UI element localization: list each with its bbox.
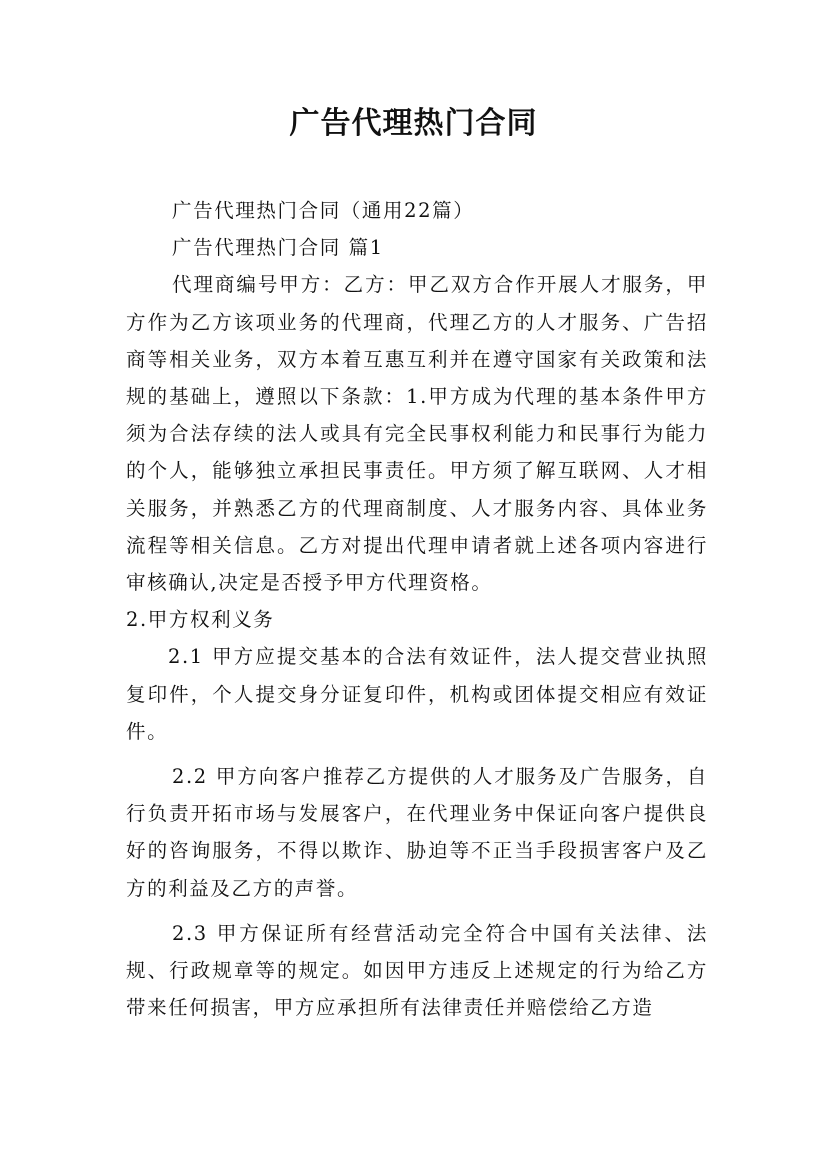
section-heading: 广告代理热门合同 篇1 xyxy=(172,236,384,260)
clause-paragraph: 2.2 甲方向客户推荐乙方提供的人才服务及广告服务，自行负责开拓市场与发展客户，在代理业务中保证向客户提供良好的咨询服务，不得以欺诈、胁迫等不正当手段损害客户及乙方的利益及乙方的声誉。 xyxy=(126,765,708,900)
subtitle-paragraph: 广告代理热门合同（通用22篇） xyxy=(172,199,475,222)
document-title: 广告代理热门合同 xyxy=(289,106,538,141)
clause-paragraph: 2.3 甲方保证所有经营活动完全符合中国有关法律、法规、行政规章等的规定。如因甲方违反上述规定的行为给乙方带来任何损害，甲方应承担所有法律责任并赔偿给乙方造 xyxy=(126,921,708,1020)
clause-heading: 2.甲方权利义务 xyxy=(126,608,275,632)
clause-paragraph: 2.1 甲方应提交基本的合法有效证件，法人提交营业执照复印件，个人提交身分证复印件，机构或团体提交相应有效证件。 xyxy=(126,645,708,743)
document-body xyxy=(126,192,708,1026)
body-paragraph: 代理商编号甲方：乙方：甲乙双方合作开展人才服务，甲方作为乙方该项业务的代理商，代理乙方的人才服务、广告招商等相关业务，双方本着互惠互利并在遵守国家有关政策和法规的基础上，遵照以下条款：1.甲方成为代理的基本条件甲方须为合法存续的法人或具有完全民事权利能力和民事行为能力的个人，能够独立承担民事责任。甲方须了解互联网、人才相关服务，并熟悉乙方的代理商制度、人才服务内容、具体业务流程等相关信息。乙方对提出代理申请者就上述各项内容进行审核确认,决定是否授予甲方代理资格。 xyxy=(126,273,708,595)
